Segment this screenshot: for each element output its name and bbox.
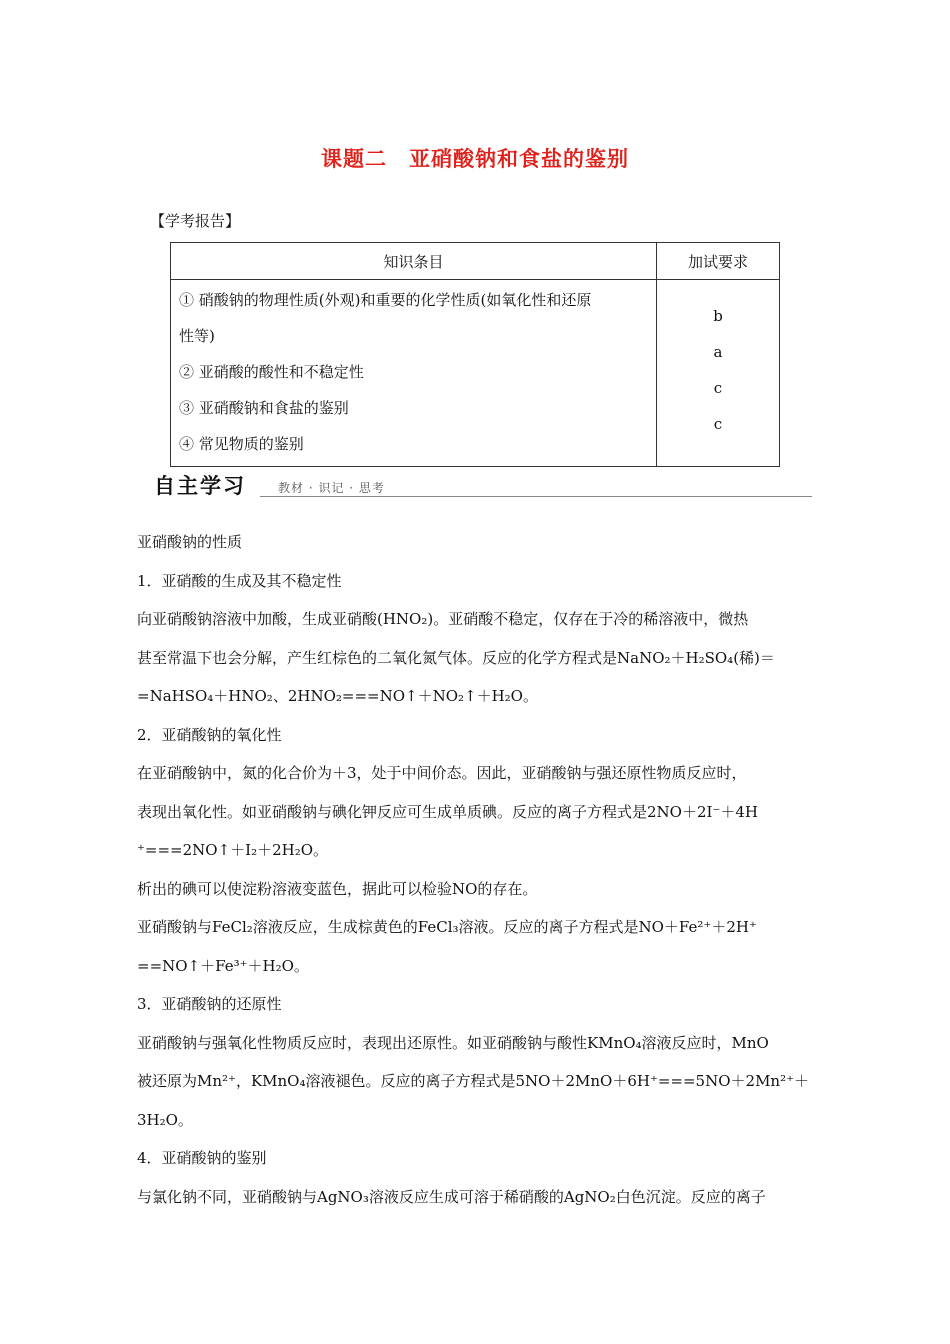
subsection-heading: 2．亚硝酸钠的氧化性: [137, 725, 282, 744]
paragraph-line: 与氯化钠不同，亚硝酸钠与AgNO₃溶液反应生成可溶于稀硝酸的AgNO₂白色沉淀。反应的离子: [137, 1187, 766, 1206]
section-heading: 亚硝酸钠的性质: [137, 533, 243, 551]
subsection-heading: 4．亚硝酸钠的鉴别: [137, 1149, 267, 1167]
paragraph-line: =NaHSO₄＋HNO₂、2HNO₂===NO↑＋NO₂↑＋H₂O。: [137, 687, 538, 705]
page-title: 课题二 亚硝酸钠和食盐的鉴别: [321, 147, 629, 171]
knowledge-item: ④ 常见物质的鉴别: [179, 435, 304, 453]
banner-divider: [260, 496, 812, 497]
paragraph-line: 在亚硝酸钠中，氮的化合价为＋3，处于中间价态。因此，亚硝酸钠与强还原性物质反应时，: [137, 764, 747, 782]
knowledge-item: 性等): [179, 327, 215, 345]
section-banner: [140, 470, 812, 500]
requirements-table: [170, 242, 780, 467]
table-header-row: [171, 243, 780, 280]
requirement-level: c: [713, 415, 723, 433]
body-text: [137, 523, 817, 1216]
banner-title: 自主学习: [154, 474, 246, 498]
requirement-levels-cell: [657, 280, 780, 467]
requirement-level: b: [713, 307, 723, 325]
paragraph-line: 被还原为Mn²⁺，KMnO₄溶液褪色。反应的离子方程式是5NO＋2MnO＋6H⁺===5NO＋2Mn²⁺＋: [137, 1072, 810, 1090]
banner-subtitle: 教材 · 识记 · 思考: [278, 481, 385, 495]
knowledge-item: ① 硝酸钠的物理性质(外观)和重要的化学性质(如氧化性和还原: [179, 291, 592, 309]
report-label: 【学考报告】: [150, 212, 241, 230]
knowledge-item: ② 亚硝酸的酸性和不稳定性: [179, 363, 364, 381]
knowledge-items-cell: [171, 280, 657, 467]
subsection-heading: 3．亚硝酸钠的还原性: [137, 995, 282, 1013]
col-header-requirement: 加试要求: [657, 243, 780, 280]
paragraph-line: ⁺===2NO↑＋I₂＋2H₂O。: [137, 841, 329, 859]
paragraph-line: 亚硝酸钠与FeCl₂溶液反应，生成棕黄色的FeCl₃溶液。反应的离子方程式是NO＋Fe²⁺＋2H⁺: [137, 918, 757, 936]
subsection-heading: 1．亚硝酸的生成及其不稳定性: [137, 571, 342, 590]
paragraph-line: ==NO↑＋Fe³⁺＋H₂O。: [137, 956, 309, 975]
paragraph-line: 向亚硝酸钠溶液中加酸，生成亚硝酸(HNO₂)。亚硝酸不稳定，仅存在于冷的稀溶液中，微热: [137, 610, 749, 628]
paragraph-line: 表现出氧化性。如亚硝酸钠与碘化钾反应可生成单质碘。反应的离子方程式是2NO＋2I⁻＋4H: [137, 802, 758, 821]
knowledge-item: ③ 亚硝酸钠和食盐的鉴别: [179, 399, 349, 417]
paragraph-line: 析出的碘可以使淀粉溶液变蓝色，据此可以检验NO的存在。: [137, 879, 538, 898]
paragraph-line: 3H₂O。: [137, 1110, 193, 1129]
col-header-knowledge: 知识条目: [171, 243, 657, 280]
paragraph-line: 甚至常温下也会分解，产生红棕色的二氧化氮气体。反应的化学方程式是NaNO₂＋H₂SO₄(稀)＝: [137, 648, 775, 667]
paragraph-line: 亚硝酸钠与强氧化性物质反应时，表现出还原性。如亚硝酸钠与酸性KMnO₄溶液反应时，MnO: [137, 1033, 769, 1052]
requirement-level: c: [713, 379, 723, 397]
requirement-level: a: [713, 343, 723, 361]
table-row: [171, 280, 780, 467]
